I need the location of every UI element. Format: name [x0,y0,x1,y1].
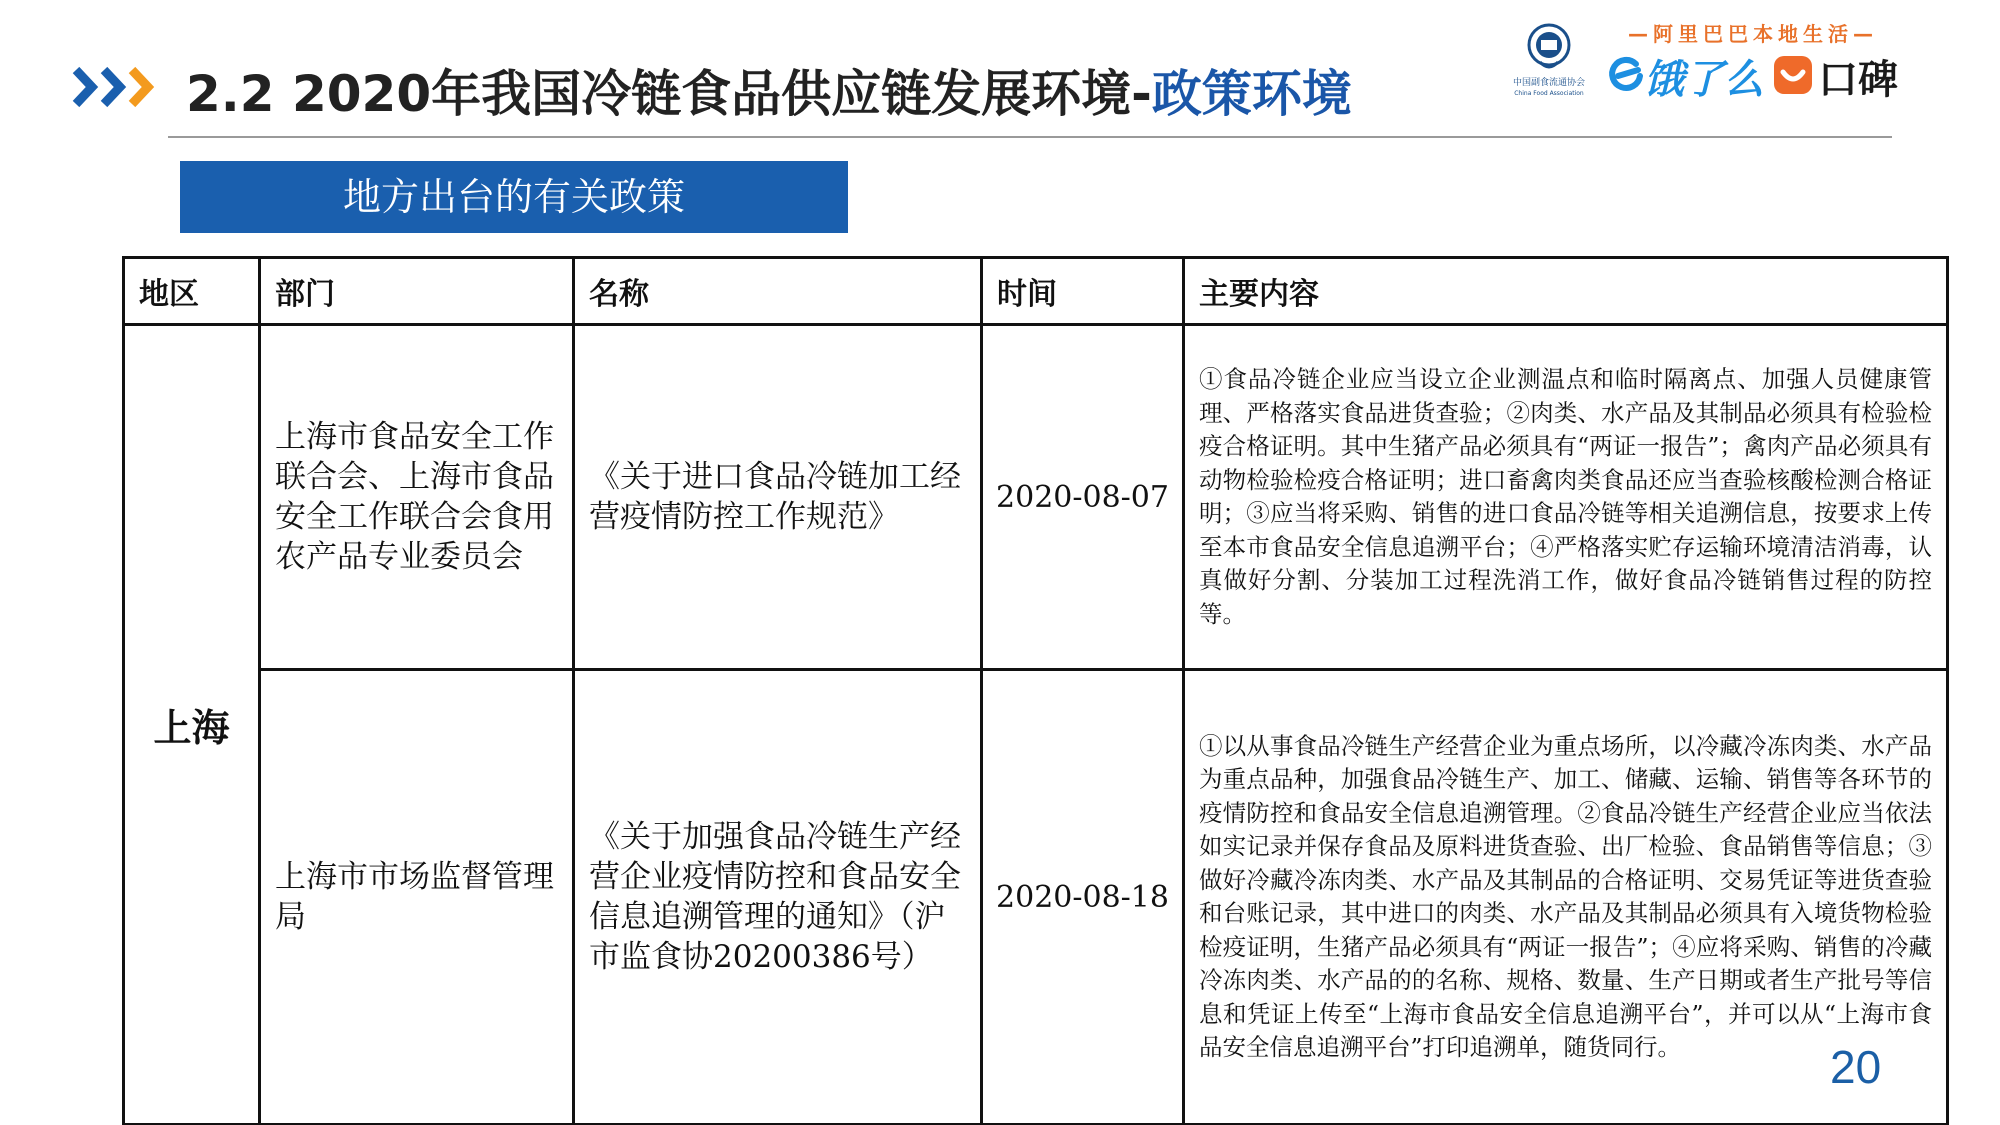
koubei-logo-icon [1772,54,1814,96]
table-header-row [124,258,1948,325]
content-cell: ①食品冷链企业应当设立企业测温点和临时隔离点、加强人员健康管理、严格落实食品进货查验；②肉类、水产品及其制品必须具有检验检疫合格证明。其中生猪产品必须具有“两证一报告”；禽肉产品必须具有动物检验检疫合格证明；进口畜禽肉类食品还应当查验核酸检测合格证明；③应当将采购、销售的进口食品冷链等相关追溯信息，按要求上传至本市食品安全信息追溯平台；④严格落实贮存运输环境清洁消毒，认真做好分割、分装加工过程洗消工作，做好食品冷链销售过程的防控等。 [1184,325,1948,670]
header-content: 主要内容 [1184,258,1948,325]
policy-name-cell: 《关于进口食品冷链加工经营疫情防控工作规范》 [574,325,982,670]
table-row [124,325,1948,670]
association-emblem-icon [1526,22,1572,74]
header-date: 时间 [982,258,1184,325]
policy-table [122,256,1949,1125]
date-cell: 2020-08-07 [982,325,1184,670]
department-cell: 上海市市场监督管理局 [260,670,574,1125]
page-number: 20 [1830,1041,1882,1093]
date-cell: 2020-08-18 [982,670,1184,1125]
header-divider [168,136,1892,138]
association-name-en: China Food Association [1514,90,1584,97]
koubei-logo-text: 口碑 [1818,57,1898,103]
eleme-logo-icon [1606,54,1646,94]
content-cell: ①以从事食品冷链生产经营企业为重点场所，以冷藏冷冻肉类、水产品为重点品种，加强食品冷链生产、加工、储藏、运输、销售等各环节的疫情防控和食品安全信息追溯管理。②食品冷链生产经营企业应当依法如实记录并保存食品及原料进货查验、出厂检验、食品销售等信息；③做好冷藏冷冻肉类、水产品及其制品的合格证明、交易凭证等进货查验和台账记录，其中进口的肉类、水产品及其制品必须具有入境货物检验检疫证明，生猪产品必须具有“两证一报告”；④应将采购、销售的冷藏冷冻肉类、水产品的的名称、规格、数量、生产日期或者生产批号等信息和凭证上传至“上海市食品安全信息追溯平台”，并可以从“上海市食品安全信息追溯平台”打印追溯单，随货同行。 [1184,670,1948,1125]
local-life-tagline: —阿里巴巴本地生活— [1628,22,1878,46]
section-banner: 地方出台的有关政策 [180,161,848,233]
table-row [124,670,1948,1125]
region-cell: 上海 [124,325,260,1125]
chevron-arrows-icon [72,62,162,112]
header-name: 名称 [574,258,982,325]
page-title-accent: 政策环境 [1151,65,1352,123]
eleme-logo-text: 饿了么 [1644,57,1764,103]
page-title-main: 2.2 2020年我国冷链食品供应链发展环境- [186,65,1152,123]
page-title [186,54,1352,126]
policy-name-cell: 《关于加强食品冷链生产经营企业疫情防控和食品安全信息追溯管理的通知》（沪市监食协20200386号） [574,670,982,1125]
association-name: 中国副食流通协会 [1512,78,1585,88]
header-region: 地区 [124,258,260,325]
association-logo [1510,22,1588,102]
department-cell: 上海市食品安全工作联合会、上海市食品安全工作联合会食用农产品专业委员会 [260,325,574,670]
header-department: 部门 [260,258,574,325]
